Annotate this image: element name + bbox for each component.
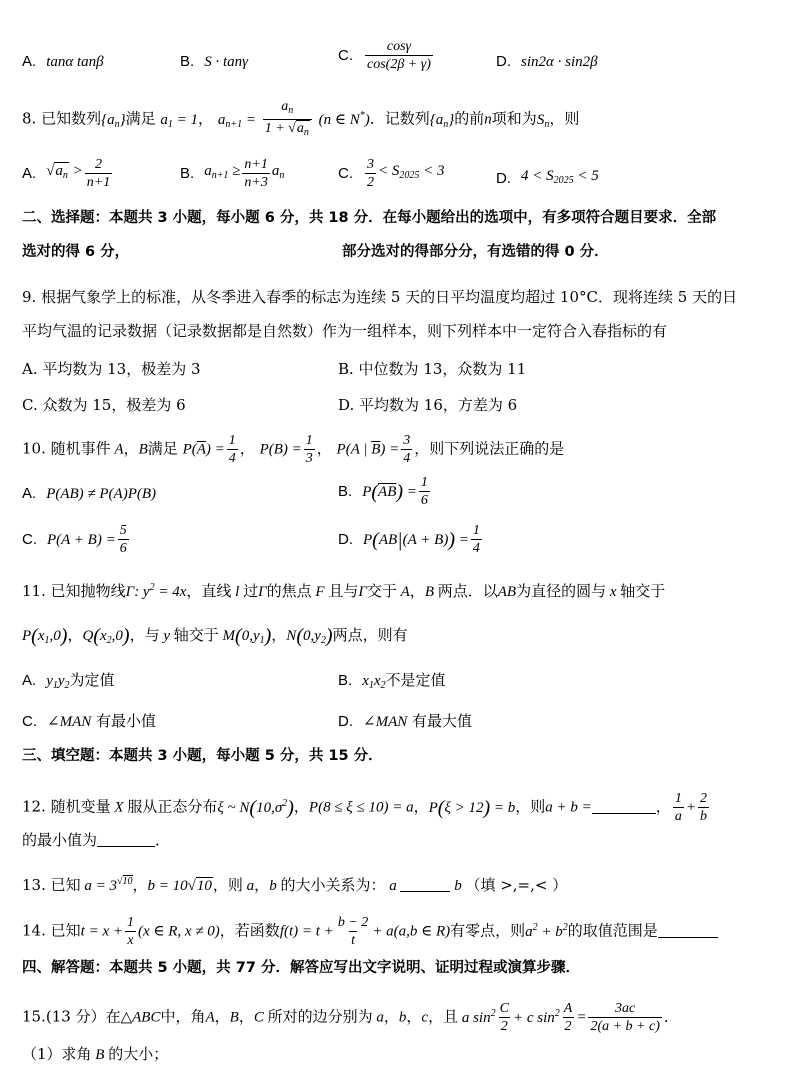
q7-option-a: A. tanα tanβ [22, 53, 104, 70]
q10-option-a: A. P(AB) ≠ P(A)P(B) [22, 485, 157, 502]
q10-option-d: D. P(AB|(A + B)) = $\frac{1}{4}$ [338, 523, 480, 556]
q11-option-c: C. ∠MAN 有最小值 [22, 712, 157, 730]
q15-sub1: （1）求角 B 的大小； [22, 1045, 169, 1063]
q7-option-d: D. sin2α · sin2β [496, 53, 598, 70]
q10-stem: 10. 随机事件 A，B满足 $P(\overline{A})$ = $\frac{1}{4}$ ， P(B) = $\frac{1}{3}$ ， P(A | $\overline{B}$) = $\frac{3}{4}$ ，则下列说法正确的是 [22, 433, 565, 466]
q8-options-row [22, 156, 780, 196]
section2-heading-line1: 二、选择题：本题共 3 小题，每小题 6 分，共 18 分．在每小题给出的选项中，有多项符合题目要求．全部 [22, 210, 717, 226]
q14-answer-blank[interactable] [658, 937, 718, 938]
q12-line2: 的最小值为 ． [22, 831, 171, 849]
q8-option-b: B. $a_{n+1}$ ≥ $\frac{n+1}{n+3}$ $a_n$ [180, 157, 285, 190]
q13-stem: 13. 已知 $a = 3^{√10}$，b = 10√10，则 a，b 的大小关系为： a b （填 >,=,< ） [22, 876, 568, 894]
q12-answer-blank-2[interactable] [97, 846, 155, 847]
q9-option-a: A. 平均数为 13，极差为 3 [22, 360, 201, 378]
q11-options-row1 [22, 670, 780, 696]
q8-option-a: A. $√a_n$ > $\frac{2}{n+1}$ [22, 157, 111, 190]
q14-stem: 14. 已知t = x + $\frac{1}{x}$ (x ∈ R, x ≠ 0)，若函数f(t) = t + $\frac{b - 2}{t}$ + a(a,b ∈ R)有零点，则$a^2 + b^2$的取值范围是 [22, 914, 780, 949]
q11-option-a: A. $y_1y_2$为定值 [22, 671, 115, 691]
q10-options-row1 [22, 475, 780, 516]
q7-option-b: B. S · tanγ [180, 53, 249, 70]
q9-line2: 平均气温的记录数据（记录数据都是自然数）作为一组样本，则下列样本中一定符合入春指标的有 [22, 322, 668, 340]
q11-line1: 11. 已知抛物线Γ: $y^2 = 4x$，直线 l 过Γ的焦点 F 且与Γ交于 A，B 两点．以AB为直径的圆与 x 轴交于 [22, 582, 666, 600]
q9-option-b: B. 中位数为 13，众数为 11 [338, 360, 527, 378]
q9-options-row2 [22, 395, 780, 415]
q15-stem: 15.(13 分）在△ABC中，角A，B，C 所对的边分别为 a，b，c，且 a $\sin^2$ $\frac{C}{2}$ + c $\sin^2$ $\frac{A}{2}$ = $\frac{3ac}{2(a + b + c)}$ ． [22, 1001, 679, 1034]
section2-heading-line2: 选对的得 6 分， 部分选对的得部分分，有选错的得 0 分． [22, 244, 609, 260]
q11-option-d: D. ∠MAN 有最大值 [338, 712, 473, 730]
q8-option-d: D. $4 < S_{2025} < 5$ [496, 168, 599, 187]
q9-options-row1 [22, 359, 780, 379]
q11-option-b: B. $x_1x_2$不是定值 [338, 671, 446, 691]
q11-line2: $P(x_1,0)$，$Q(x_2,0)$，与 y 轴交于 $M(0,y_1)$，$N(0,y_2)$两点，则有 [22, 625, 408, 647]
section4-heading: 四、解答题：本题共 5 小题，共 77 分．解答应写出文字说明、证明过程或演算步骤． [22, 960, 580, 976]
q13-answer-blank[interactable] [400, 891, 450, 892]
q12-line1: 12. 随机变量 X 服从正态分布ξ ~ $N(10,\sigma^2)$，P(8 ≤ ξ ≤ 10) = a，P(ξ > 12) = b，则a + b = ， $\frac{1}{a}$ + $\frac{2}{b}$ [22, 791, 707, 824]
q10-options-row2 [22, 523, 780, 564]
q10-option-b: B. $P(\overline{AB})$ = $\frac{1}{6}$ [338, 475, 428, 508]
q9-line1: 9. 根据气象学上的标准，从冬季进入春季的标志为连续 5 天的日平均温度均超过 10°C．现将连续 5 天的日 [22, 288, 738, 306]
q7-options-row [22, 39, 780, 80]
q12-answer-blank-1[interactable] [592, 813, 656, 814]
q10-option-c: C. P(A + B) = $\frac{5}{6}$ [22, 523, 127, 556]
q7-option-c: C. $\frac{\cos\gamma}{\cos(2\beta + \gamma)}$ [338, 39, 431, 72]
section3-heading: 三、填空题：本题共 3 小题，每小题 5 分，共 15 分． [22, 748, 383, 764]
q9-option-d: D. 平均数为 16，方差为 6 [338, 396, 518, 414]
q11-options-row2 [22, 711, 780, 732]
q8-option-c: C. $\frac{3}{2}$ < $S_{2025} < 3$ [338, 157, 445, 190]
q9-option-c: C. 众数为 15，极差为 6 [22, 396, 186, 414]
q8-stem: 8. 已知数列$\{a_n\}$满足 $a_1 = 1$， $a_{n+1}$ = $\frac{a_n}{1 + √a_n}$ (n ∈ N*)．记数列$\{a_n\}$的前n项和为$S_n$，则 [22, 98, 780, 141]
